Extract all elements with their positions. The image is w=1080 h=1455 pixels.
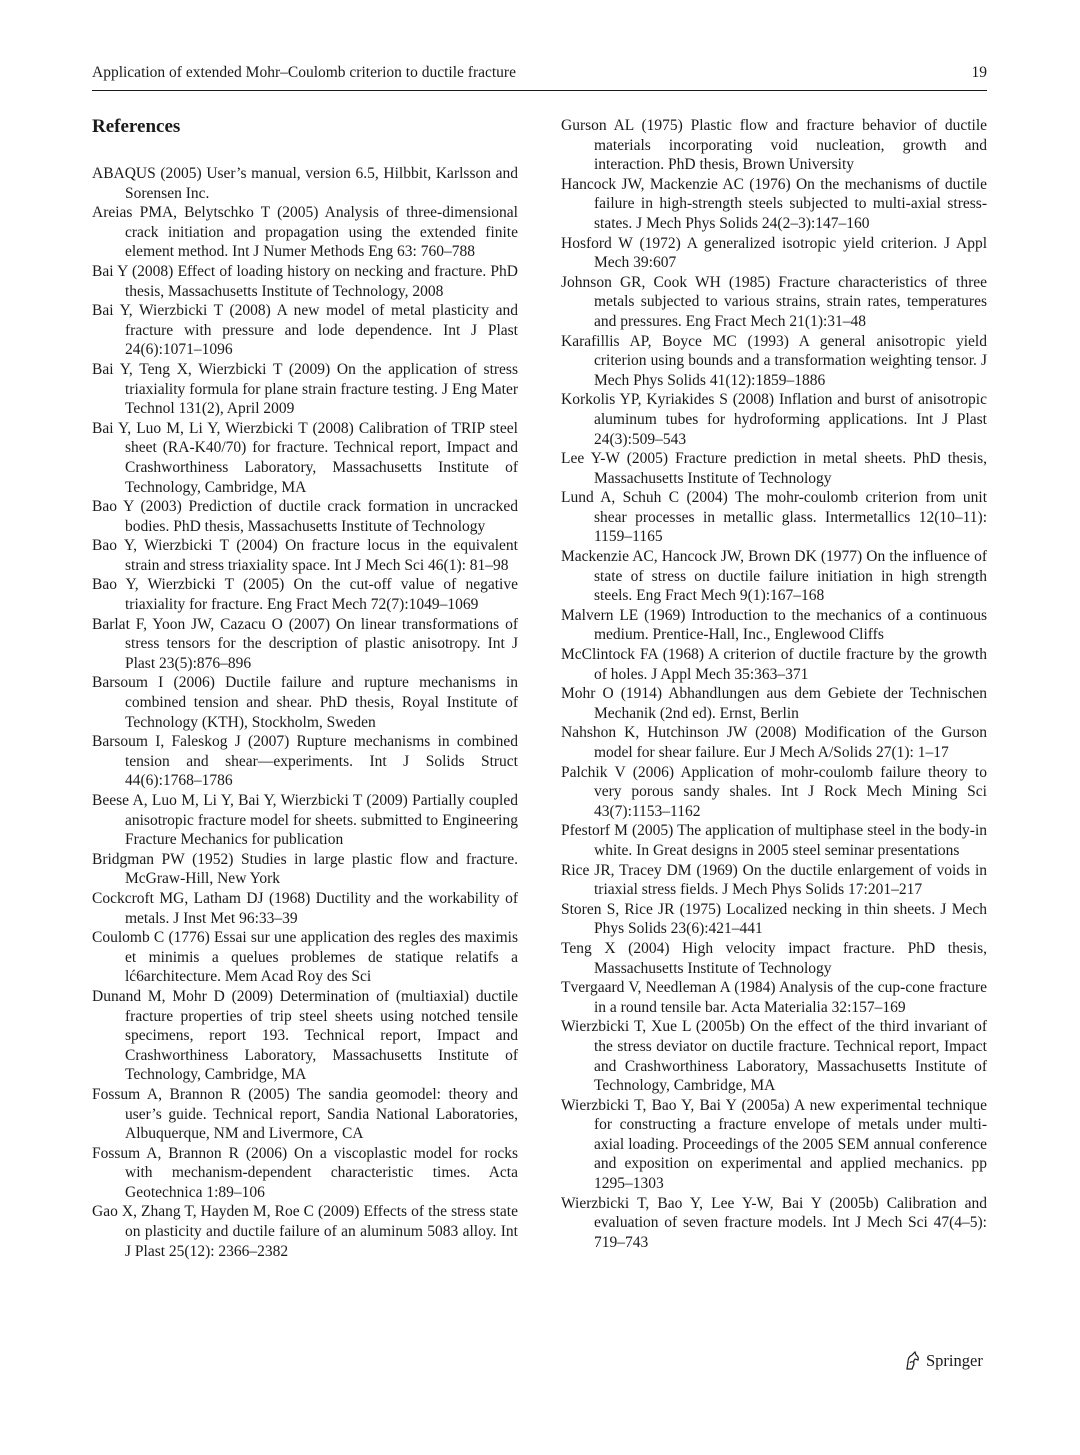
reference-entry: Barsoum I (2006) Ductile failure and rupture mechanisms in combined tension and shear. PhD thesis, Royal Institute of Technology (KTH), Stockholm, Sweden — [92, 674, 518, 731]
reference-entry: Fossum A, Brannon R (2005) The sandia geomodel: theory and user’s guide. Technical report, Sandia National Laboratories, Albuquerque, NM and Livermore, CA — [92, 1085, 518, 1143]
reference-entry: Gao X, Zhang T, Hayden M, Roe C (2009) Effects of the stress state on plasticity and ductile failure of an aluminum 5083 alloy. Int J Plast 25(12): 2366–2382 — [92, 1203, 518, 1260]
reference-entry: Storen S, Rice JR (1975) Localized necking in thin sheets. J Mech Phys Solids 23(6):421–441 — [561, 900, 987, 938]
reference-entry: Nahshon K, Hutchinson JW (2008) Modification of the Gurson model for shear failure. Eur J Mech A/Solids 27(1): 1–17 — [561, 724, 987, 761]
reference-entry: Fossum A, Brannon R (2006) On a viscoplastic model for rocks with mechanism-dependent characteristic times. Acta Geotechnica 1:89–106 — [92, 1144, 518, 1201]
publisher-name: Springer — [926, 1351, 983, 1370]
reference-entry: Bao Y, Wierzbicki T (2005) On the cut-off value of negative triaxiality for fracture. Eng Fract Mech 72(7):1049–1069 — [92, 576, 518, 614]
reference-entry: Bai Y, Teng X, Wierzbicki T (2009) On the application of stress triaxiality formula for plane strain fracture testing. J Eng Mater Technol 131(2), April 2009 — [92, 360, 518, 418]
reference-entry: Barlat F, Yoon JW, Cazacu O (2007) On linear transformations of stress tensors for the description of plastic anisotropy. Int J Plast 23(5):876–896 — [92, 615, 518, 672]
footer-brand — [904, 1350, 983, 1372]
reference-entry: Teng X (2004) High velocity impact fracture. PhD thesis, Massachusetts Institute of Technology — [561, 939, 987, 977]
reference-entry: Bridgman PW (1952) Studies in large plastic flow and fracture. McGraw-Hill, New York — [92, 850, 518, 888]
reference-entry: Hancock JW, Mackenzie AC (1976) On the mechanisms of ductile failure in high-strength steels subjected to multi-axial stress-states. J Mech Phys Solids 24(2–3):147–160 — [561, 175, 987, 232]
reference-entry: Lund A, Schuh C (2004) The mohr-coulomb criterion from unit shear processes in metallic glass. Intermetallics 12(10–11): 1159–1165 — [561, 489, 987, 546]
right-column — [561, 116, 987, 1252]
reference-entry: McClintock FA (1968) A criterion of ductile fracture by the growth of holes. J Appl Mech 35:363–371 — [561, 646, 987, 683]
running-header — [92, 62, 987, 84]
reference-entry: Pfestorf M (2005) The application of multiphase steel in the body-in white. In Great designs in 2005 steel seminar presentations — [561, 822, 987, 859]
reference-entry: Palchik V (2006) Application of mohr-coulomb failure theory to very porous sandy shales. Int J Rock Mech Mining Sci 43(7):1153–1162 — [561, 763, 987, 820]
reference-entry: Bao Y, Wierzbicki T (2004) On fracture locus in the equivalent strain and stress triaxiality space. Int J Mech Sci 46(1): 81–98 — [92, 537, 518, 574]
reference-entry: Wierzbicki T, Bao Y, Lee Y-W, Bai Y (2005b) Calibration and evaluation of seven fracture models. Int J Mech Sci 47(4–5): 719–743 — [561, 1194, 987, 1251]
reference-entry: Bao Y (2003) Prediction of ductile crack formation in uncracked bodies. PhD thesis, Massachusetts Institute of Technology — [92, 498, 518, 535]
springer-horse-icon — [904, 1351, 922, 1371]
reference-entry: Wierzbicki T, Xue L (2005b) On the effect of the third invariant of the stress deviator on ductile fracture. Technical report, Impact and Crashworthiness Laboratory, Massachusetts Institute of Technology, Cambridge, MA — [561, 1018, 987, 1095]
reference-entry: Gurson AL (1975) Plastic flow and fracture behavior of ductile materials incorporating void nucleation, growth and interaction. PhD thesis, Brown University — [561, 117, 987, 174]
page-number: 19 — [971, 64, 987, 81]
running-title: Application of extended Mohr–Coulomb criterion to ductile fracture — [92, 64, 516, 81]
reference-entry: Barsoum I, Faleskog J (2007) Rupture mechanisms in combined tension and shear—experiments. Int J Solids Struct 44(6):1768–1786 — [92, 733, 518, 790]
references-heading: References — [92, 116, 181, 137]
header-rule — [92, 90, 987, 91]
reference-entry: Bai Y, Luo M, Li Y, Wierzbicki T (2008) Calibration of TRIP steel sheet (RA-K40/70) for fracture. Technical report, Impact and Crashworthiness Laboratory, Massachusetts Institute of Technology, Cambridge, MA — [92, 419, 518, 496]
reference-entry: Lee Y-W (2005) Fracture prediction in metal sheets. PhD thesis, Massachusetts Institute of Technology — [561, 450, 987, 487]
reference-entry: Tvergaard V, Needleman A (1984) Analysis of the cup-cone fracture in a round tensile bar. Acta Materialia 32:157–169 — [561, 979, 987, 1016]
right-reference-list — [561, 116, 987, 1252]
reference-entry: Dunand M, Mohr D (2009) Determination of (multiaxial) ductile fracture properties of trip steel sheets using notched tensile specimens, report 193. Technical report, Impact and Crashworthiness Laboratory, Massachusetts Institute of Technology, Cambridge, MA — [92, 987, 518, 1084]
reference-entry: Cockcroft MG, Latham DJ (1968) Ductility and the workability of metals. J Inst Met 96:33–39 — [92, 889, 518, 927]
left-reference-list — [92, 164, 518, 1261]
reference-entry: Rice JR, Tracey DM (1969) On the ductile enlargement of voids in triaxial stress fields. J Mech Phys Solids 17:201–217 — [561, 861, 987, 899]
reference-entry: Malvern LE (1969) Introduction to the mechanics of a continuous medium. Prentice-Hall, Inc., Englewood Cliffs — [561, 606, 987, 644]
reference-entry: Areias PMA, Belytschko T (2005) Analysis of three-dimensional crack initiation and propagation using the extended finite element method. Int J Numer Methods Eng 63: 760–788 — [92, 204, 518, 261]
left-column — [92, 116, 518, 1261]
reference-entry: Karafillis AP, Boyce MC (1993) A general anisotropic yield criterion using bounds and a transformation weighting tensor. J Mech Phys Solids 41(12):1859–1886 — [561, 332, 987, 389]
reference-entry: Bai Y (2008) Effect of loading history on necking and fracture. PhD thesis, Massachusetts Institute of Technology, 2008 — [92, 262, 518, 300]
reference-entry: Mohr O (1914) Abhandlungen aus dem Gebiete der Technischen Mechanik (2nd ed). Ernst, Berlin — [561, 685, 987, 722]
reference-entry: Coulomb C (1776) Essai sur une application des regles des maximis et minimis a quelues problemes de statique relatifs a lć6architecture. Mem Acad Roy des Sci — [92, 929, 518, 986]
reference-entry: Mackenzie AC, Hancock JW, Brown DK (1977) On the influence of state of stress on ductile failure initiation in high strength steels. Eng Fract Mech 9(1):167–168 — [561, 548, 987, 605]
reference-entry: Johnson GR, Cook WH (1985) Fracture characteristics of three metals subjected to various strains, strain rates, temperatures and pressures. Eng Fract Mech 21(1):31–48 — [561, 273, 987, 330]
reference-entry: Hosford W (1972) A generalized isotropic yield criterion. J Appl Mech 39:607 — [561, 234, 987, 272]
reference-entry: Wierzbicki T, Bao Y, Bai Y (2005a) A new experimental technique for constructing a fracture envelope of metals under multi-axial loading. Proceedings of the 2005 SEM annual conference and exposition on experimental and applied mechanics. pp 1295–1303 — [561, 1096, 987, 1193]
reference-entry: Bai Y, Wierzbicki T (2008) A new model of metal plasticity and fracture with pressure and lode dependence. Int J Plast 24(6):1071–1096 — [92, 302, 518, 359]
reference-entry: Beese A, Luo M, Li Y, Bai Y, Wierzbicki T (2009) Partially coupled anisotropic fracture model for sheets. submitted to Engineering Fracture Mechanics for publication — [92, 792, 518, 849]
reference-entry: Korkolis YP, Kyriakides S (2008) Inflation and burst of anisotropic aluminum tubes for hydroforming applications. Int J Plast 24(3):509–543 — [561, 391, 987, 448]
reference-entry: ABAQUS (2005) User’s manual, version 6.5, Hilbbit, Karlsson and Sorensen Inc. — [92, 165, 518, 202]
